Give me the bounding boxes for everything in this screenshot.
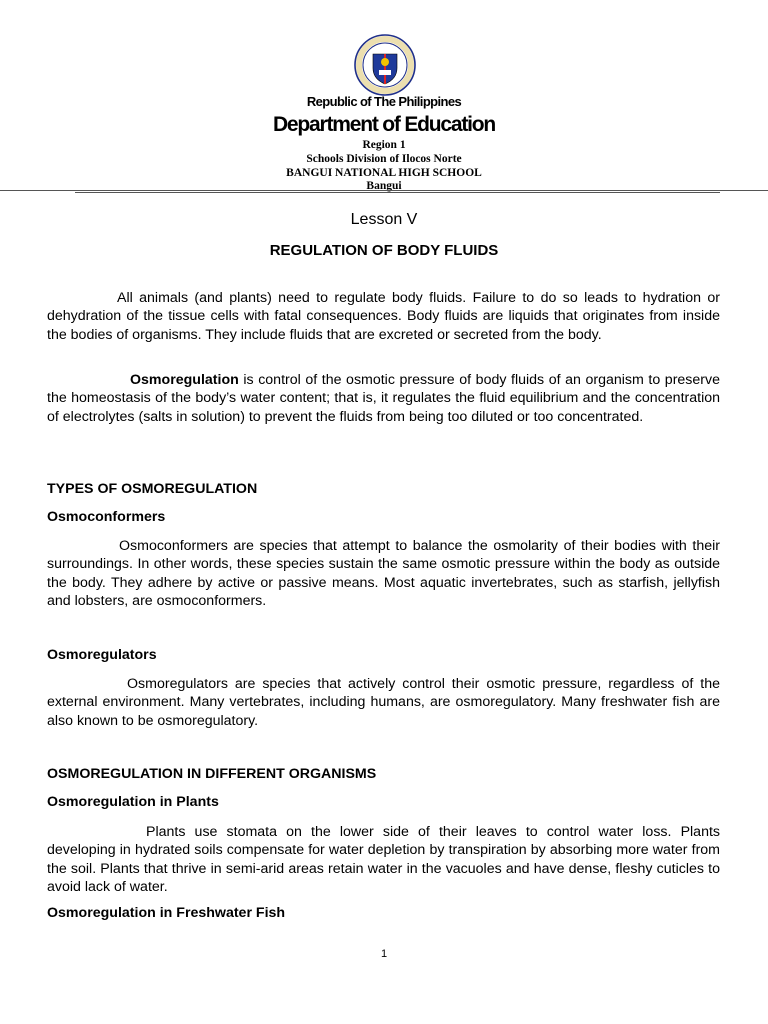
intro-paragraph: All animals (and plants) need to regulate body fluids. Failure to do so leads to hydration or dehydration of the tissue cells with fatal consequences. Body fluids are liquids that originates from inside the bodies of organisms. They include fluids that are excreted or secreted from the body. bbox=[47, 290, 720, 343]
header-divider-top bbox=[0, 190, 768, 191]
definition-text: is control of the osmotic pressure of body fluids of an organism to preserve the homeostasis of the body’s water content; that is, it regulates the fluid equilibrium and the concentration of electrolytes (salts in solution) to prevent the fluids from being too diluted or too concentrated. bbox=[47, 372, 720, 425]
republic-line: Republic of The Philippines bbox=[306, 94, 462, 109]
page-number: 1 bbox=[380, 948, 388, 960]
region-line: Region 1 bbox=[362, 139, 406, 151]
freshwater-heading: Osmoregulation in Freshwater Fish bbox=[47, 905, 286, 921]
division-line: Schools Division of Ilocos Norte bbox=[306, 153, 462, 165]
lesson-title: REGULATION OF BODY FLUIDS bbox=[269, 242, 499, 259]
osmoconformers-heading: Osmoconformers bbox=[47, 509, 166, 525]
department-name: Department of Education bbox=[272, 113, 496, 136]
town-name: Bangui bbox=[366, 180, 402, 192]
plants-paragraph: Plants use stomata on the lower side of their leaves to control water loss. Plants developing in hydrated soils compensate for water depletion by transpiration by absorbing more water from the soil. Plants that thrive in semi-arid areas retain water in the vacuoles and have dense, fleshy cuticles to avoid lack of water. bbox=[47, 824, 720, 895]
osmoregulators-heading: Osmoregulators bbox=[47, 647, 157, 663]
school-name: BANGUI NATIONAL HIGH SCHOOL bbox=[286, 167, 482, 179]
lesson-number: Lesson V bbox=[350, 211, 418, 228]
header-divider-bottom bbox=[75, 192, 720, 193]
osmoconformers-paragraph: Osmoconformers are species that attempt to balance the osmolarity of their bodies with their surroundings. In other words, these species sustain the same osmotic pressure within the body as outside the body. They adhere by active or passive means. Most aquatic invertebrates, such as starfish, jellyfish and lobsters, are osmoconformers. bbox=[47, 538, 720, 609]
plants-heading: Osmoregulation in Plants bbox=[47, 794, 219, 810]
deped-seal-logo bbox=[354, 34, 416, 96]
osmoregulators-paragraph: Osmoregulators are species that actively control their osmotic pressure, regardless of the external environment. Many vertebrates, including humans, are osmoregulatory. Many freshwater fish are also known to be osmoregulatory. bbox=[47, 676, 720, 729]
definition-term: Osmoregulation bbox=[130, 372, 239, 388]
types-heading: TYPES OF OSMOREGULATION bbox=[47, 481, 258, 497]
organisms-heading: OSMOREGULATION IN DIFFERENT ORGANISMS bbox=[47, 766, 377, 782]
definition-paragraph bbox=[47, 371, 720, 426]
